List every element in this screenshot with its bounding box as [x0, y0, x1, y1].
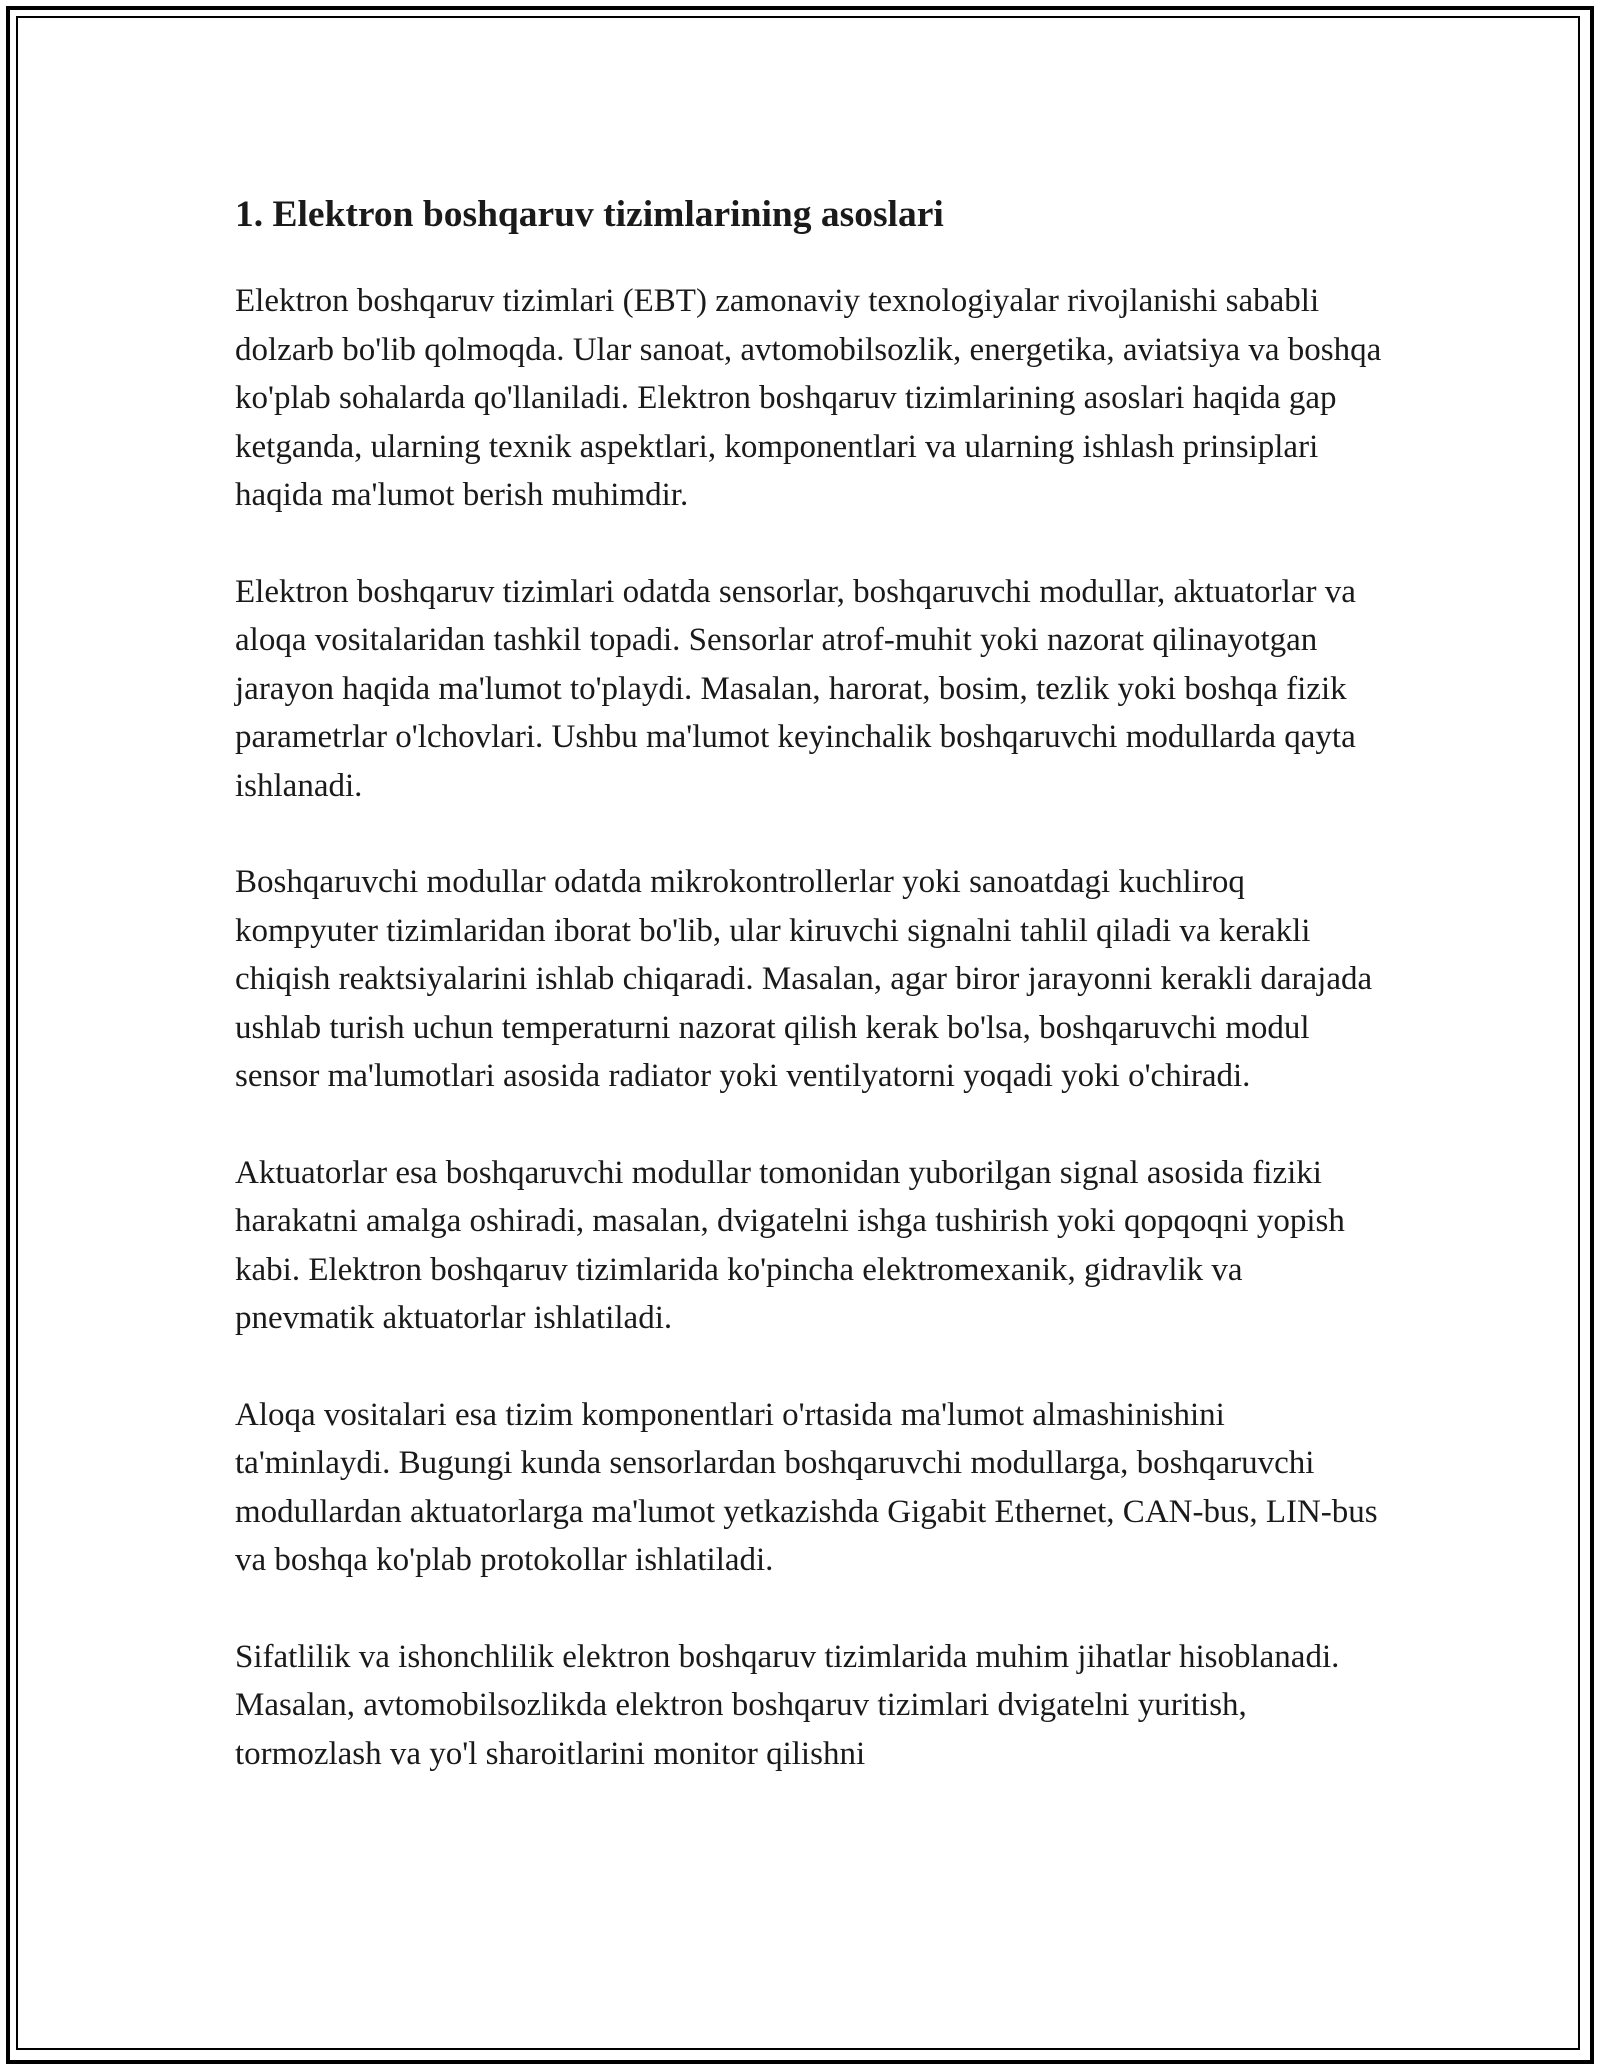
paragraph-6: Sifatlilik va ishonchlilik elektron boshqaruv tizimlarida muhim jihatlar hisoblanadi. Masalan, avtomobilsozlikda elektron boshqaruv tizimlari dvigatelni yuritish, tormozlash va yo'l sharoitlarini monitor qilishni	[235, 1638, 1340, 1772]
section-heading: 1. Elektron boshqaruv tizimlarining asoslari	[235, 194, 944, 235]
paragraph-1: Elektron boshqaruv tizimlari (EBT) zamonaviy texnologiyalar rivojlanishi sababli dolzarb bo'lib qolmoqda. Ular sanoat, avtomobilsozlik, energetika, aviatsiya va boshqa ko'plab sohalarda qo'llaniladi. Elektron boshqaruv tizimlarining asoslari haqida gap ketganda, ularning texnik aspektlari, komponentlari va ularning ishlash prinsiplari haqida ma'lumot berish muhimdir.	[235, 283, 1382, 513]
paragraph-4: Aktuatorlar esa boshqaruvchi modullar tomonidan yuborilgan signal asosida fiziki harakatni amalga oshiradi, masalan, dvigatelni ishga tushirish yoki qopqoqni yopish kabi. Elektron boshqaruv tizimlarida ko'pincha elektromexanik, gidravlik va pnevmatik aktuatorlar ishlatiladi.	[235, 1154, 1345, 1336]
paragraph-5: Aloqa vositalari esa tizim komponentlari o'rtasida ma'lumot almashinishini ta'minlaydi. Bugungi kunda sensorlardan boshqaruvchi modullarga, boshqaruvchi modullardan aktuatorlarga ma'lumot yetkazishda Gigabit Ethernet, CAN-bus, LIN-bus va boshqa ko'plab protokollar ishlatiladi.	[235, 1396, 1378, 1578]
document-body	[235, 183, 1385, 1826]
paragraph-2: Elektron boshqaruv tizimlari odatda sensorlar, boshqaruvchi modullar, aktuatorlar va aloqa vositalaridan tashkil topadi. Sensorlar atrof-muhit yoki nazorat qilinayotgan jarayon haqida ma'lumot to'playdi. Masalan, harorat, bosim, tezlik yoki boshqa fizik parametrlar o'lchovlari. Ushbu ma'lumot keyinchalik boshqaruvchi modullarda qayta ishlanadi.	[235, 573, 1356, 804]
paragraph-3: Boshqaruvchi modullar odatda mikrokontrollerlar yoki sanoatdagi kuchliroq kompyuter tizimlaridan iborat bo'lib, ular kiruvchi signalni tahlil qiladi va kerakli chiqish reaktsiyalarini ishlab chiqaradi. Masalan, agar biror jarayonni kerakli darajada ushlab turish uchun temperaturni nazorat qilish kerak bo'lsa, boshqaruvchi modul sensor ma'lumotlari asosida radiator yoki ventilyatorni yoqadi yoki o'chiradi.	[235, 864, 1373, 1094]
